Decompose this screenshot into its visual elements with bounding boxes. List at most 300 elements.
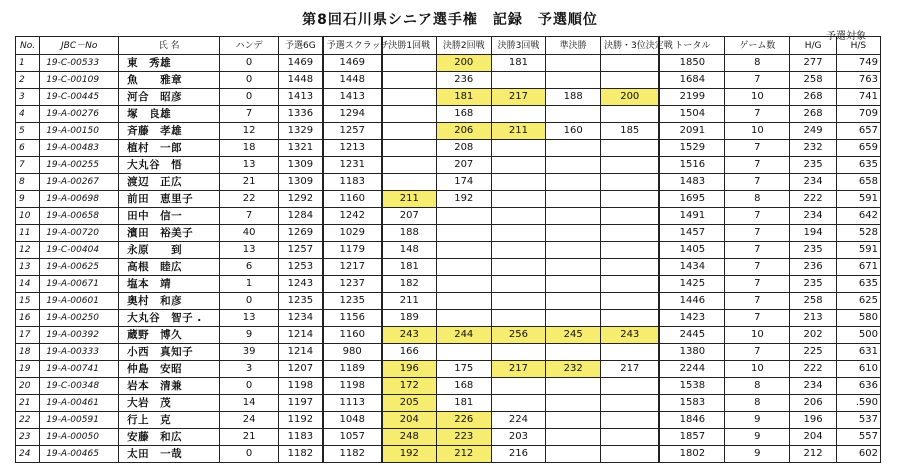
cell-jbc-no: 19-C-00445 bbox=[40, 89, 119, 106]
cell-final-round3 bbox=[491, 259, 546, 276]
cell-final-round3: 211 bbox=[491, 123, 546, 140]
cell-semifinal bbox=[546, 344, 601, 361]
header-final-round1: 決勝1回戦 bbox=[382, 37, 437, 55]
cell-prelim-6g: 1207 bbox=[279, 361, 323, 378]
cell-player-name: 濱田 裕美子 bbox=[119, 225, 220, 242]
cell-final-round1: 207 bbox=[382, 208, 437, 225]
cell-total: 1857 bbox=[659, 429, 724, 446]
cell-final: 185 bbox=[601, 123, 660, 140]
cell-final-round3: 217 bbox=[491, 361, 546, 378]
cell-handicap: 21 bbox=[220, 429, 279, 446]
cell-semifinal bbox=[546, 208, 601, 225]
cell-prelim-scratch: 1217 bbox=[323, 259, 382, 276]
cell-no: 21 bbox=[16, 395, 40, 412]
cell-prelim-scratch: 1182 bbox=[323, 446, 382, 463]
cell-hg: 222 bbox=[790, 361, 836, 378]
cell-handicap: 3 bbox=[220, 361, 279, 378]
cell-player-name: 永原 到 bbox=[119, 242, 220, 259]
cell-total: 1850 bbox=[659, 55, 724, 72]
cell-prelim-scratch: 1213 bbox=[323, 140, 382, 157]
cell-player-name: 蔵野 博久 bbox=[119, 327, 220, 344]
cell-hg: 232 bbox=[790, 140, 836, 157]
cell-player-name: 奥村 和彦 bbox=[119, 293, 220, 310]
cell-final-round2: 206 bbox=[436, 123, 491, 140]
header-total: トータル bbox=[659, 37, 724, 55]
qualifier-note: 予選対象 bbox=[826, 31, 866, 42]
cell-total: 1405 bbox=[659, 242, 724, 259]
cell-handicap: 0 bbox=[220, 446, 279, 463]
cell-final bbox=[601, 259, 660, 276]
cell-total: 1516 bbox=[659, 157, 724, 174]
cell-player-name: 魚 雅章 bbox=[119, 72, 220, 89]
cell-hg: 258 bbox=[790, 293, 836, 310]
cell-final-round3 bbox=[491, 106, 546, 123]
cell-game-count: 7 bbox=[725, 242, 790, 259]
cell-player-name: 前田 恵里子 bbox=[119, 191, 220, 208]
cell-handicap: 40 bbox=[220, 225, 279, 242]
cell-prelim-6g: 1257 bbox=[279, 242, 323, 259]
cell-final-round1 bbox=[382, 72, 437, 89]
cell-game-count: 7 bbox=[725, 276, 790, 293]
cell-final-round2 bbox=[436, 242, 491, 259]
cell-total: 1684 bbox=[659, 72, 724, 89]
cell-player-name: 岩本 清兼 bbox=[119, 378, 220, 395]
cell-total: 1695 bbox=[659, 191, 724, 208]
cell-jbc-no: 19-C-00348 bbox=[40, 378, 119, 395]
cell-game-count: 9 bbox=[725, 429, 790, 446]
cell-total: 1425 bbox=[659, 276, 724, 293]
cell-hs: 642 bbox=[836, 208, 880, 225]
cell-total: 1380 bbox=[659, 344, 724, 361]
cell-no: 6 bbox=[16, 140, 40, 157]
cell-final-round3 bbox=[491, 276, 546, 293]
cell-final bbox=[601, 378, 660, 395]
cell-final-round1: 211 bbox=[382, 293, 437, 310]
cell-no: 15 bbox=[16, 293, 40, 310]
page-title: 第8回石川県シニア選手権 記録 予選順位 bbox=[302, 12, 598, 28]
cell-game-count: 7 bbox=[725, 72, 790, 89]
cell-no: 22 bbox=[16, 412, 40, 429]
cell-handicap: 24 bbox=[220, 412, 279, 429]
cell-prelim-6g: 1182 bbox=[279, 446, 323, 463]
header-hs: H/S bbox=[836, 37, 880, 55]
cell-final-round3: 217 bbox=[491, 89, 546, 106]
cell-jbc-no: 19-A-00333 bbox=[40, 344, 119, 361]
cell-player-name: 斉藤 孝雄 bbox=[119, 123, 220, 140]
cell-hg: 235 bbox=[790, 276, 836, 293]
cell-hg: 249 bbox=[790, 123, 836, 140]
cell-no: 12 bbox=[16, 242, 40, 259]
cell-prelim-6g: 1284 bbox=[279, 208, 323, 225]
cell-hs: 631 bbox=[836, 344, 880, 361]
cell-final-round3 bbox=[491, 174, 546, 191]
cell-semifinal bbox=[546, 429, 601, 446]
cell-semifinal bbox=[546, 157, 601, 174]
cell-final-round2 bbox=[436, 276, 491, 293]
cell-prelim-scratch: 1160 bbox=[323, 191, 382, 208]
cell-final-round1: 243 bbox=[382, 327, 437, 344]
cell-final bbox=[601, 55, 660, 72]
cell-semifinal: 160 bbox=[546, 123, 601, 140]
cell-jbc-no: 19-A-00465 bbox=[40, 446, 119, 463]
cell-handicap: 12 bbox=[220, 123, 279, 140]
table-row bbox=[16, 327, 881, 344]
cell-total: 2199 bbox=[659, 89, 724, 106]
cell-player-name: 小西 真知子 bbox=[119, 344, 220, 361]
cell-hg: 202 bbox=[790, 327, 836, 344]
cell-game-count: 7 bbox=[725, 174, 790, 191]
cell-jbc-no: 19-A-00392 bbox=[40, 327, 119, 344]
cell-prelim-scratch: 1242 bbox=[323, 208, 382, 225]
cell-final-round3 bbox=[491, 378, 546, 395]
cell-prelim-6g: 1214 bbox=[279, 327, 323, 344]
cell-semifinal bbox=[546, 72, 601, 89]
header-row bbox=[16, 37, 881, 55]
cell-jbc-no: 19-C-00109 bbox=[40, 72, 119, 89]
cell-final-round2 bbox=[436, 259, 491, 276]
cell-game-count: 7 bbox=[725, 310, 790, 327]
cell-hs: 635 bbox=[836, 157, 880, 174]
cell-no: 13 bbox=[16, 259, 40, 276]
cell-prelim-scratch: 1198 bbox=[323, 378, 382, 395]
cell-game-count: 7 bbox=[725, 259, 790, 276]
cell-final-round3 bbox=[491, 140, 546, 157]
cell-player-name: 渡辺 正広 bbox=[119, 174, 220, 191]
cell-final-round1: 181 bbox=[382, 259, 437, 276]
cell-no: 4 bbox=[16, 106, 40, 123]
cell-total: 1529 bbox=[659, 140, 724, 157]
cell-no: 1 bbox=[16, 55, 40, 72]
cell-prelim-scratch: 1413 bbox=[323, 89, 382, 106]
cell-final bbox=[601, 225, 660, 242]
cell-final-round2: 181 bbox=[436, 89, 491, 106]
results-table bbox=[15, 36, 881, 463]
cell-semifinal bbox=[546, 55, 601, 72]
cell-total: 1846 bbox=[659, 412, 724, 429]
cell-final-round1: 196 bbox=[382, 361, 437, 378]
header-semifinal: 準決勝 bbox=[546, 37, 601, 55]
table-row bbox=[16, 412, 881, 429]
table-row bbox=[16, 361, 881, 378]
cell-prelim-6g: 1192 bbox=[279, 412, 323, 429]
cell-prelim-6g: 1243 bbox=[279, 276, 323, 293]
cell-prelim-scratch: 1189 bbox=[323, 361, 382, 378]
cell-player-name: 田中 信一 bbox=[119, 208, 220, 225]
cell-handicap: 14 bbox=[220, 395, 279, 412]
cell-final-round1: 182 bbox=[382, 276, 437, 293]
cell-hs: 500 bbox=[836, 327, 880, 344]
cell-total: 1446 bbox=[659, 293, 724, 310]
table-row bbox=[16, 276, 881, 293]
cell-final-round1: 148 bbox=[382, 242, 437, 259]
cell-handicap: 21 bbox=[220, 174, 279, 191]
cell-hg: 225 bbox=[790, 344, 836, 361]
cell-final-round1 bbox=[382, 140, 437, 157]
cell-semifinal bbox=[546, 276, 601, 293]
cell-final-round3 bbox=[491, 310, 546, 327]
cell-handicap: 9 bbox=[220, 327, 279, 344]
cell-prelim-6g: 1309 bbox=[279, 157, 323, 174]
cell-hs: 557 bbox=[836, 429, 880, 446]
table-row bbox=[16, 378, 881, 395]
cell-player-name: 東 秀雄 bbox=[119, 55, 220, 72]
cell-no: 20 bbox=[16, 378, 40, 395]
cell-final bbox=[601, 191, 660, 208]
cell-handicap: 39 bbox=[220, 344, 279, 361]
cell-game-count: 7 bbox=[725, 157, 790, 174]
cell-prelim-scratch: 1183 bbox=[323, 174, 382, 191]
cell-final-round2 bbox=[436, 293, 491, 310]
cell-final-round1: 204 bbox=[382, 412, 437, 429]
cell-hs: 709 bbox=[836, 106, 880, 123]
cell-final bbox=[601, 310, 660, 327]
cell-final bbox=[601, 106, 660, 123]
cell-handicap: 7 bbox=[220, 106, 279, 123]
cell-jbc-no: 19-A-00671 bbox=[40, 276, 119, 293]
cell-final-round3 bbox=[491, 395, 546, 412]
table-row bbox=[16, 446, 881, 463]
cell-game-count: 9 bbox=[725, 446, 790, 463]
cell-jbc-no: 19-A-00698 bbox=[40, 191, 119, 208]
cell-final bbox=[601, 395, 660, 412]
cell-total: 1802 bbox=[659, 446, 724, 463]
cell-final-round1: 172 bbox=[382, 378, 437, 395]
cell-hs: 657 bbox=[836, 123, 880, 140]
cell-jbc-no: 19-A-00591 bbox=[40, 412, 119, 429]
cell-semifinal: 188 bbox=[546, 89, 601, 106]
table-row bbox=[16, 395, 881, 412]
cell-player-name: 植村 一郎 bbox=[119, 140, 220, 157]
cell-hg: 206 bbox=[790, 395, 836, 412]
cell-game-count: 7 bbox=[725, 106, 790, 123]
cell-player-name: 太田 一哉 bbox=[119, 446, 220, 463]
cell-total: 1483 bbox=[659, 174, 724, 191]
cell-player-name: 安藤 和広 bbox=[119, 429, 220, 446]
cell-final-round2: 226 bbox=[436, 412, 491, 429]
cell-final bbox=[601, 242, 660, 259]
cell-player-name: 行上 克 bbox=[119, 412, 220, 429]
cell-final-round3 bbox=[491, 293, 546, 310]
cell-handicap: 0 bbox=[220, 89, 279, 106]
header-name: 氏 名 bbox=[119, 37, 220, 55]
cell-total: 1504 bbox=[659, 106, 724, 123]
cell-no: 19 bbox=[16, 361, 40, 378]
header-handicap: ハンデ bbox=[220, 37, 279, 55]
cell-semifinal bbox=[546, 310, 601, 327]
cell-jbc-no: 19-A-00625 bbox=[40, 259, 119, 276]
cell-game-count: 8 bbox=[725, 395, 790, 412]
cell-prelim-scratch: 1448 bbox=[323, 72, 382, 89]
cell-final-round2 bbox=[436, 310, 491, 327]
cell-no: 9 bbox=[16, 191, 40, 208]
table-row bbox=[16, 208, 881, 225]
cell-final-round1 bbox=[382, 174, 437, 191]
cell-final-round1: 192 bbox=[382, 446, 437, 463]
cell-game-count: 7 bbox=[725, 344, 790, 361]
cell-hs: 763 bbox=[836, 72, 880, 89]
cell-prelim-6g: 1469 bbox=[279, 55, 323, 72]
cell-prelim-6g: 1269 bbox=[279, 225, 323, 242]
cell-handicap: 7 bbox=[220, 208, 279, 225]
cell-no: 2 bbox=[16, 72, 40, 89]
cell-final-round2: 168 bbox=[436, 378, 491, 395]
table-row bbox=[16, 157, 881, 174]
cell-final: 243 bbox=[601, 327, 660, 344]
cell-hg: 234 bbox=[790, 208, 836, 225]
cell-hs: 671 bbox=[836, 259, 880, 276]
cell-hg: 234 bbox=[790, 174, 836, 191]
header-final: 決勝・3位決定戦 bbox=[601, 37, 660, 55]
cell-prelim-6g: 1214 bbox=[279, 344, 323, 361]
cell-final-round1: 211 bbox=[382, 191, 437, 208]
cell-player-name: 河合 昭彦 bbox=[119, 89, 220, 106]
cell-prelim-6g: 1292 bbox=[279, 191, 323, 208]
cell-prelim-6g: 1413 bbox=[279, 89, 323, 106]
cell-final-round1 bbox=[382, 55, 437, 72]
cell-no: 7 bbox=[16, 157, 40, 174]
cell-prelim-scratch: 1048 bbox=[323, 412, 382, 429]
cell-no: 18 bbox=[16, 344, 40, 361]
cell-final-round2: 192 bbox=[436, 191, 491, 208]
cell-hg: 204 bbox=[790, 429, 836, 446]
cell-player-name: 高根 睦広 bbox=[119, 259, 220, 276]
table-row bbox=[16, 310, 881, 327]
cell-prelim-scratch: 1469 bbox=[323, 55, 382, 72]
cell-final-round1 bbox=[382, 157, 437, 174]
cell-player-name: 大丸谷 悟 bbox=[119, 157, 220, 174]
cell-total: 2091 bbox=[659, 123, 724, 140]
cell-jbc-no: 19-A-00601 bbox=[40, 293, 119, 310]
cell-final-round1: 188 bbox=[382, 225, 437, 242]
cell-player-name: 大丸谷 智子 . bbox=[119, 310, 220, 327]
cell-hs: 537 bbox=[836, 412, 880, 429]
cell-jbc-no: 19-A-00741 bbox=[40, 361, 119, 378]
table-row bbox=[16, 123, 881, 140]
cell-final-round1 bbox=[382, 123, 437, 140]
cell-no: 16 bbox=[16, 310, 40, 327]
cell-final bbox=[601, 293, 660, 310]
cell-total: 1434 bbox=[659, 259, 724, 276]
cell-hg: 236 bbox=[790, 259, 836, 276]
cell-hg: 258 bbox=[790, 72, 836, 89]
cell-hs: 591 bbox=[836, 242, 880, 259]
cell-total: 1491 bbox=[659, 208, 724, 225]
cell-game-count: 10 bbox=[725, 327, 790, 344]
cell-jbc-no: 19-A-00050 bbox=[40, 429, 119, 446]
cell-no: 17 bbox=[16, 327, 40, 344]
cell-game-count: 8 bbox=[725, 191, 790, 208]
cell-final-round2 bbox=[436, 225, 491, 242]
cell-prelim-6g: 1253 bbox=[279, 259, 323, 276]
cell-jbc-no: 19-C-00404 bbox=[40, 242, 119, 259]
cell-semifinal bbox=[546, 259, 601, 276]
cell-semifinal: 232 bbox=[546, 361, 601, 378]
cell-hg: 277 bbox=[790, 55, 836, 72]
cell-no: 24 bbox=[16, 446, 40, 463]
cell-hg: 235 bbox=[790, 157, 836, 174]
cell-final-round2: 208 bbox=[436, 140, 491, 157]
cell-prelim-6g: 1309 bbox=[279, 174, 323, 191]
cell-jbc-no: 19-A-00267 bbox=[40, 174, 119, 191]
cell-prelim-6g: 1321 bbox=[279, 140, 323, 157]
cell-prelim-scratch: 1029 bbox=[323, 225, 382, 242]
cell-final-round2 bbox=[436, 344, 491, 361]
cell-final-round3 bbox=[491, 72, 546, 89]
cell-prelim-scratch: 1156 bbox=[323, 310, 382, 327]
cell-prelim-scratch: 1113 bbox=[323, 395, 382, 412]
cell-final-round3 bbox=[491, 157, 546, 174]
cell-final bbox=[601, 174, 660, 191]
cell-final bbox=[601, 208, 660, 225]
cell-final bbox=[601, 429, 660, 446]
cell-final-round2: 175 bbox=[436, 361, 491, 378]
cell-game-count: 10 bbox=[725, 361, 790, 378]
cell-final-round2: 244 bbox=[436, 327, 491, 344]
cell-prelim-scratch: 1237 bbox=[323, 276, 382, 293]
cell-final-round2: 168 bbox=[436, 106, 491, 123]
cell-total: 2244 bbox=[659, 361, 724, 378]
cell-total: 1423 bbox=[659, 310, 724, 327]
cell-handicap: 18 bbox=[220, 140, 279, 157]
cell-hg: 196 bbox=[790, 412, 836, 429]
cell-semifinal bbox=[546, 140, 601, 157]
cell-jbc-no: 19-A-00483 bbox=[40, 140, 119, 157]
cell-hs: .590 bbox=[836, 395, 880, 412]
cell-jbc-no: 19-A-00255 bbox=[40, 157, 119, 174]
cell-player-name: 塩本 靖 bbox=[119, 276, 220, 293]
header-hg: H/G bbox=[790, 37, 836, 55]
cell-jbc-no: 19-A-00276 bbox=[40, 106, 119, 123]
cell-final-round1 bbox=[382, 106, 437, 123]
cell-final-round1: 189 bbox=[382, 310, 437, 327]
header-prelim-scratch: 予選スクラッチ bbox=[323, 37, 382, 55]
cell-total: 2445 bbox=[659, 327, 724, 344]
header-jbc: JBC－No bbox=[40, 37, 119, 55]
cell-final bbox=[601, 276, 660, 293]
cell-prelim-scratch: 1257 bbox=[323, 123, 382, 140]
cell-handicap: 0 bbox=[220, 55, 279, 72]
cell-hg: 235 bbox=[790, 242, 836, 259]
cell-hg: 268 bbox=[790, 89, 836, 106]
cell-total: 1538 bbox=[659, 378, 724, 395]
cell-prelim-scratch: 1160 bbox=[323, 327, 382, 344]
cell-game-count: 7 bbox=[725, 225, 790, 242]
cell-prelim-scratch: 1057 bbox=[323, 429, 382, 446]
cell-semifinal bbox=[546, 446, 601, 463]
cell-hs: 602 bbox=[836, 446, 880, 463]
table-row bbox=[16, 225, 881, 242]
cell-final-round3 bbox=[491, 191, 546, 208]
cell-semifinal bbox=[546, 412, 601, 429]
cell-semifinal bbox=[546, 242, 601, 259]
cell-handicap: 1 bbox=[220, 276, 279, 293]
cell-hs: 528 bbox=[836, 225, 880, 242]
cell-final bbox=[601, 157, 660, 174]
cell-prelim-scratch: 980 bbox=[323, 344, 382, 361]
cell-semifinal bbox=[546, 395, 601, 412]
cell-hs: 635 bbox=[836, 276, 880, 293]
cell-handicap: 0 bbox=[220, 72, 279, 89]
table-row bbox=[16, 259, 881, 276]
cell-prelim-6g: 1448 bbox=[279, 72, 323, 89]
table-row bbox=[16, 242, 881, 259]
cell-jbc-no: 19-A-00461 bbox=[40, 395, 119, 412]
cell-game-count: 7 bbox=[725, 208, 790, 225]
cell-final bbox=[601, 140, 660, 157]
cell-no: 8 bbox=[16, 174, 40, 191]
cell-game-count: 9 bbox=[725, 412, 790, 429]
cell-prelim-6g: 1329 bbox=[279, 123, 323, 140]
